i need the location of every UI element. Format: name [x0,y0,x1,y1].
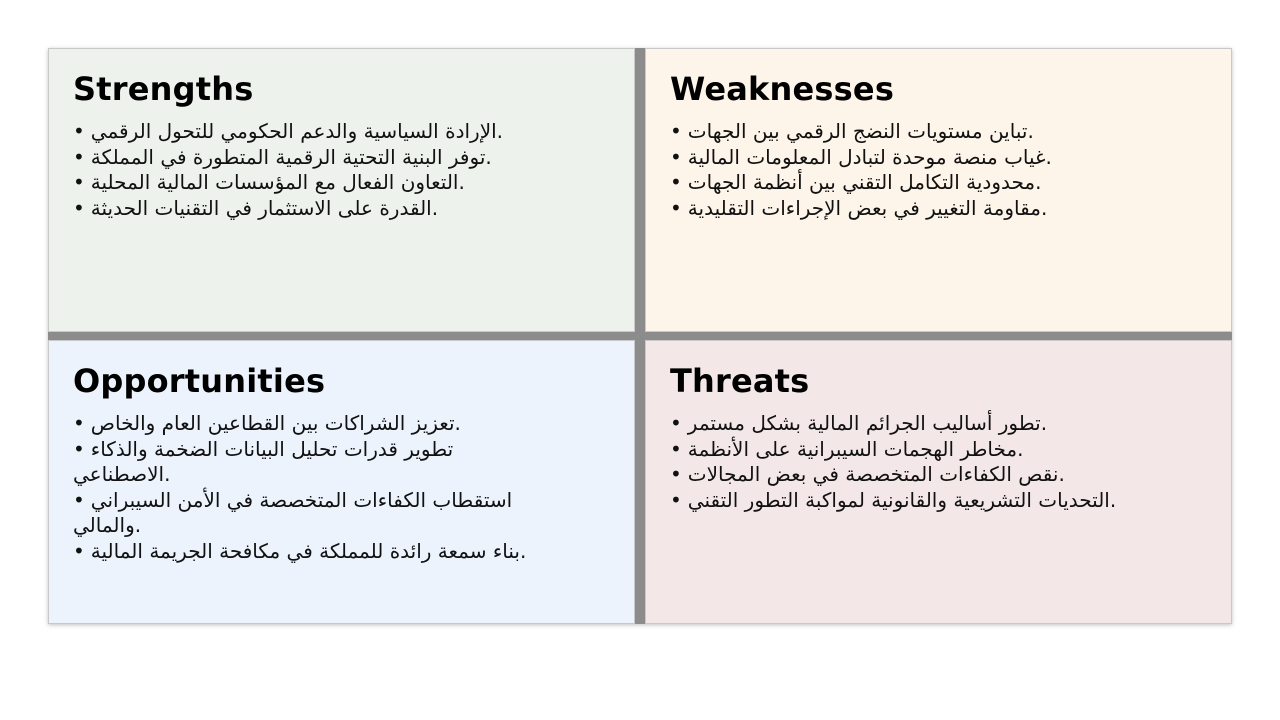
item-text: مقاومة التغيير في بعض الإجراءات التقليدية. [687,195,1048,220]
strengths-title: Strengths [73,70,254,108]
list-item [670,411,1150,437]
item-text: استقطاب الكفاءات المتخصصة في الأمن السيبراني والمالي. [73,487,513,537]
threats-quadrant [645,340,1232,624]
list-item [670,462,1150,488]
opportunities-list [73,411,610,564]
list-item [670,196,1150,222]
item-text: نقص الكفاءات المتخصصة في بعض المجالات. [687,462,1065,486]
bullet-icon: • [73,411,85,435]
list-item [73,488,553,539]
list-item [73,196,553,222]
list-item [73,437,553,488]
threats-title: Threats [670,362,810,400]
list-item [73,170,553,196]
item-text: تباين مستويات النضج الرقمي بين الجهات. [687,119,1034,143]
swot-grid [48,48,1232,624]
item-text: التحديات التشريعية والقانونية لمواكبة التطور التقني. [687,487,1117,512]
bullet-icon: • [670,462,682,486]
bullet-icon: • [670,436,682,461]
bullet-icon: • [670,487,682,512]
list-item [670,119,1150,145]
bullet-icon: • [73,538,85,563]
item-text: مخاطر الهجمات السيبرانية على الأنظمة. [687,436,1024,461]
strengths-list [73,119,610,221]
item-text: التعاون الفعال مع المؤسسات المالية المحلية. [90,170,465,194]
item-text: غياب منصة موحدة لتبادل المعلومات المالية. [687,144,1052,169]
opportunities-title: Opportunities [73,362,326,400]
bullet-icon: • [73,119,85,143]
bullet-icon: • [670,144,682,169]
bullet-icon: • [670,195,682,220]
item-text: تطور أساليب الجرائم المالية بشكل مستمر. [687,411,1048,435]
item-text: تعزيز الشراكات بين القطاعين العام والخاص. [90,411,461,435]
item-text: توفر البنية التحتية الرقمية المتطورة في المملكة. [90,144,492,169]
weaknesses-title: Weaknesses [670,70,895,108]
bullet-icon: • [73,170,85,194]
list-item [73,145,553,171]
bullet-icon: • [73,487,85,512]
weaknesses-quadrant [645,48,1232,332]
item-text: الإرادة السياسية والدعم الحكومي للتحول الرقمي. [90,119,504,143]
list-item [670,488,1150,514]
bullet-icon: • [73,436,85,461]
list-item [670,437,1150,463]
item-text: محدودية التكامل التقني بين أنظمة الجهات. [687,170,1042,194]
weaknesses-list [670,119,1207,221]
threats-list [670,411,1207,513]
list-item [73,411,553,437]
bullet-icon: • [73,144,85,169]
list-item [73,119,553,145]
item-text: القدرة على الاستثمار في التقنيات الحديثة. [90,195,439,220]
list-item [670,170,1150,196]
bullet-icon: • [670,411,682,435]
list-item [73,539,553,565]
bullet-icon: • [670,119,682,143]
item-text: تطوير قدرات تحليل البيانات الضخمة والذكاء الاصطناعي. [73,436,454,486]
bullet-icon: • [670,170,682,194]
item-text: بناء سمعة رائدة للمملكة في مكافحة الجريمة المالية. [90,538,527,563]
opportunities-quadrant [48,340,635,624]
strengths-quadrant [48,48,635,332]
list-item [670,145,1150,171]
bullet-icon: • [73,195,85,220]
